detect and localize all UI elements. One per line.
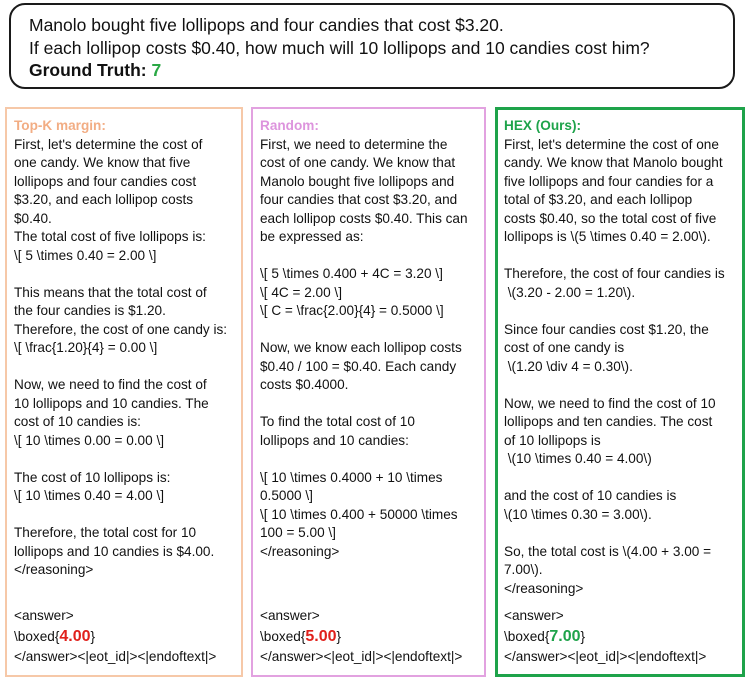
question-line-1: Manolo bought five lollipops and four candies that cost $3.20. xyxy=(29,15,504,35)
reasoning-text: First, we need to determine the cost of one candy. We know that Manolo bought five lollipops and four candies that cost $3.20, and each lollipop costs $0.40. This can be expressed as: \[ 5 \times 0.400 + 4C = 3.20 \] \[ 4C = 2.00 \] \[ C = \frac{2.00}{4} = 0.5000 \] Now, we know each lollipop costs $0.40 / 100 = $0.40. Each candy costs $0.4000. To find the total cost of 10 lollipops and 10 candies: \[ 10 \times 0.4000 + 10 \times 0.5000 \] \[ 10 \times 0.400 + 50000 \times 100 = 5.00 \] </reasoning> xyxy=(260,136,468,559)
boxed-prefix: \boxed{ xyxy=(260,628,306,644)
answer-value: 4.00 xyxy=(59,627,91,645)
panel-title: Random: xyxy=(260,118,319,133)
question-line-2: If each lollipop costs $0.40, how much will 10 lollipops and 10 candies cost him? xyxy=(29,37,650,58)
ground-truth-label: Ground Truth: xyxy=(29,60,152,80)
ground-truth xyxy=(29,59,715,82)
panel-title: Top-K margin: xyxy=(14,118,106,133)
panel-random xyxy=(251,107,486,677)
question-box xyxy=(9,3,735,89)
boxed-prefix: \boxed{ xyxy=(14,628,60,644)
answer-close-tag: </answer><|eot_id|><|endoftext|> xyxy=(504,648,707,664)
boxed-suffix: } xyxy=(580,628,586,644)
answer-block xyxy=(260,607,480,666)
answer-open-tag: <answer> xyxy=(504,608,564,623)
boxed-answer xyxy=(504,626,738,648)
reasoning-text: First, let's determine the cost of one candy. We know that Manolo bought five lollipops and four candies for a total of $3.20, and each lollipop costs $0.40, so the total cost of five lollipops is \(5 \times 0.40 = 2.00\). Therefore, the cost of four candies is \(3.20 - 2.00 = 1.20\). Since four candies cost $1.20, the cost of one candy is \(1.20 \div 4 = 0.30\). Now, we need to find the cost of 10 lollipops and ten candies. The cost of 10 lollipops is \(10 \times 0.40 = 4.00\) and the cost of 10 candies is \(10 \times 0.30 = 3.00\). So, the total cost is \(4.00 + 3.00 = 7.00\). </reasoning> xyxy=(504,136,725,596)
boxed-answer xyxy=(14,626,237,648)
panel-hex-ours xyxy=(495,107,745,677)
boxed-prefix: \boxed{ xyxy=(504,628,550,644)
reasoning-text: First, let's determine the cost of one candy. We know that five lollipops and four candies cost $3.20, and each lollipop costs $0.40. The total cost of five lollipops is: \[ 5 \times 0.40 = 2.00 \] This means that the total cost of the four candies is $1.20. Therefore, the cost of one candy is: \[ \frac{1.20}{4} = 0.00 \] Now, we need to find the cost of 10 lollipops and 10 candies. The cost of 10 candies is: \[ 10 \times 0.00 = 0.00 \] The cost of 10 lollipops is: \[ 10 \times 0.40 = 4.00 \] Therefore, the total cost for 10 lollipops and 10 candies is $4.00. </reasoning> xyxy=(14,136,228,577)
answer-block xyxy=(14,607,237,666)
answer-open-tag: <answer> xyxy=(260,608,320,623)
answer-close-tag: </answer><|eot_id|><|endoftext|> xyxy=(14,648,217,664)
boxed-suffix: } xyxy=(336,628,342,644)
answer-value: 7.00 xyxy=(549,627,581,645)
panel-topk-margin xyxy=(5,107,243,677)
boxed-suffix: } xyxy=(90,628,96,644)
panel-title: HEX (Ours): xyxy=(504,118,582,133)
answer-open-tag: <answer> xyxy=(14,608,74,623)
answer-value: 5.00 xyxy=(305,627,337,645)
answer-block xyxy=(504,607,738,666)
ground-truth-value: 7 xyxy=(151,60,162,80)
answer-close-tag: </answer><|eot_id|><|endoftext|> xyxy=(260,648,463,664)
boxed-answer xyxy=(260,626,480,648)
